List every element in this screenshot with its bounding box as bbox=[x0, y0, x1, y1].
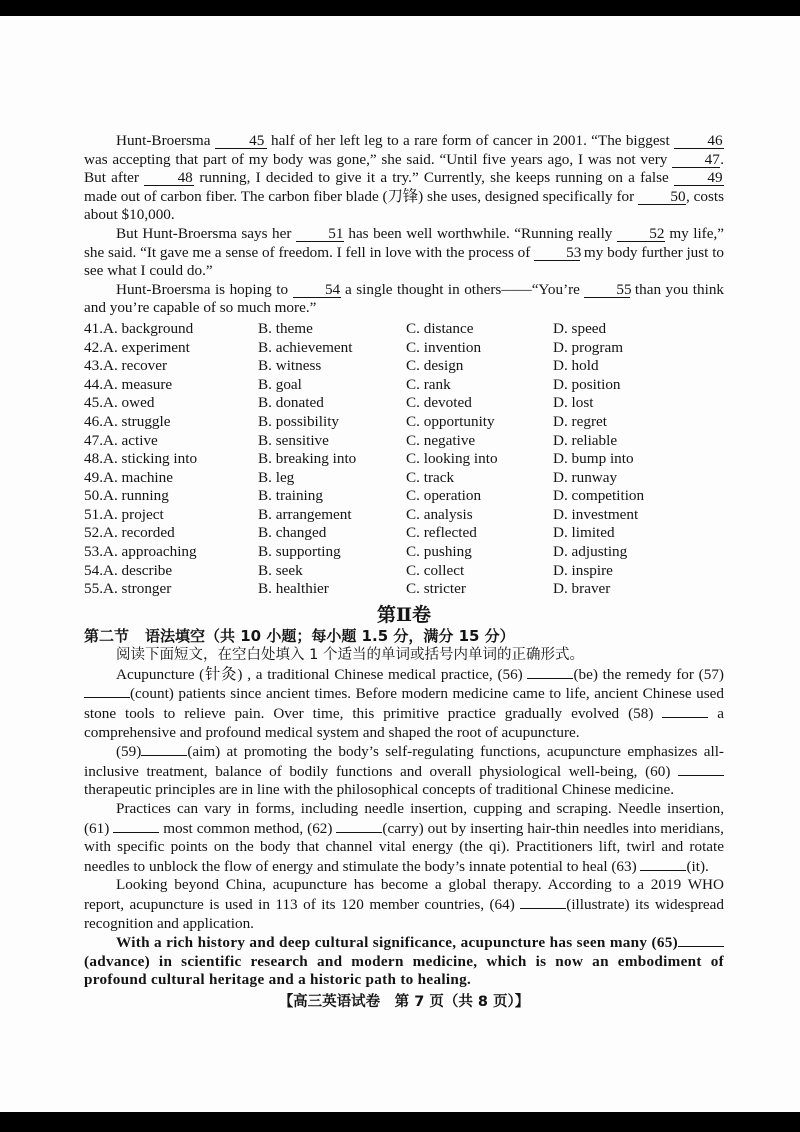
option-d: D. bump into bbox=[553, 450, 634, 468]
text: Acupuncture (针灸) , a traditional Chinese medical practice, (56) bbox=[116, 665, 528, 683]
option-row-46: 46.A. struggle B. possibility C. opportunity D. regret bbox=[84, 413, 724, 432]
blank-53: 53 bbox=[534, 245, 580, 261]
option-d: D. runway bbox=[553, 468, 618, 486]
option-b: B. seek bbox=[258, 561, 303, 579]
option-row-50: 50.A. running B. training C. operation D. competition bbox=[84, 487, 724, 506]
blank-64 bbox=[520, 895, 566, 909]
option-b: B. possibility bbox=[258, 412, 340, 430]
grammar-paragraph-5 bbox=[84, 933, 724, 990]
text: my life,” she said. “It gave me a sense of freedom. I fell in love with the process of bbox=[84, 224, 725, 261]
option-d: D. lost bbox=[553, 394, 594, 412]
top-black-bar bbox=[0, 0, 800, 16]
option-b: B. theme bbox=[258, 319, 313, 337]
option-row-48: 48.A. sticking into B. breaking into C. looking into D. bump into bbox=[84, 450, 724, 469]
text: Hunt-Broersma is hoping to bbox=[116, 280, 293, 298]
option-b: B. changed bbox=[258, 524, 327, 542]
blank-45: 45 bbox=[215, 133, 267, 149]
option-b: B. sensitive bbox=[258, 431, 329, 449]
text: was accepting that part of my body was gone,” she said. “Until five years ago, I was not very bbox=[84, 150, 673, 168]
text: (aim) at promoting the body’s self-regulating functions, acupuncture emphasizes all-inclusive treatment, balance of bodily functions and overall physiological well-being, (60) bbox=[84, 743, 724, 780]
option-a: A. stronger bbox=[102, 580, 172, 598]
option-a: A. sticking into bbox=[102, 450, 198, 468]
part-title: 第Ⅱ卷 bbox=[376, 603, 431, 626]
option-row-47: 47.A. active B. sensitive C. negative D. reliable bbox=[84, 432, 724, 451]
text: (59) bbox=[116, 743, 142, 761]
option-row-55: 55.A. stronger B. healthier C. stricter D. braver bbox=[84, 580, 724, 599]
blank-58 bbox=[662, 704, 708, 718]
text: has been well worthwhile. “Running really bbox=[343, 224, 617, 242]
grammar-passage bbox=[84, 665, 724, 990]
option-a: A. owed bbox=[102, 394, 155, 412]
text: my body further just to see what I could do.” bbox=[84, 243, 725, 280]
text: a single thought in others——“You’re bbox=[340, 280, 585, 298]
option-d: D. limited bbox=[553, 524, 615, 542]
option-b: B. goal bbox=[258, 375, 302, 393]
blank-59 bbox=[141, 742, 187, 756]
cloze-passage bbox=[84, 132, 724, 318]
blank-46: 46 bbox=[674, 133, 724, 149]
section-instruction: 阅读下面短文，在空白处填入 1 个适当的单词或括号内单词的正确形式。 bbox=[116, 646, 584, 663]
option-row-53: 53.A. approaching B. supporting C. pushing D. adjusting bbox=[84, 543, 724, 562]
option-d: D. speed bbox=[553, 319, 607, 337]
blank-63 bbox=[640, 857, 686, 871]
text: But Hunt-Broersma says her bbox=[116, 224, 296, 242]
option-b: B. witness bbox=[258, 357, 322, 375]
option-d: D. regret bbox=[553, 412, 607, 430]
text: half of her left leg to a rare form of cancer in 2001. “The biggest bbox=[266, 132, 674, 149]
exam-page bbox=[84, 132, 724, 1012]
bottom-black-bar bbox=[0, 1112, 800, 1132]
option-row-42: 42.A. experiment B. achievement C. invention D. program bbox=[84, 339, 724, 358]
text: (it). bbox=[686, 857, 709, 875]
text: . But after bbox=[84, 150, 724, 187]
option-a: A. approaching bbox=[102, 543, 197, 561]
grammar-paragraph-4 bbox=[84, 876, 724, 933]
option-a: A. project bbox=[102, 505, 164, 523]
blank-56 bbox=[527, 665, 573, 679]
text: therapeutic principles are in line with the philosophical concepts of traditional Chinese medicine. bbox=[84, 781, 675, 799]
option-a: A. recorded bbox=[102, 524, 175, 542]
option-d: D. adjusting bbox=[553, 543, 628, 561]
option-c: C. collect bbox=[406, 561, 465, 579]
cloze-paragraph-1 bbox=[84, 132, 724, 225]
text: made out of carbon fiber. The carbon fiber blade (刀锋) she uses, designed specifically for bbox=[84, 187, 638, 205]
grammar-paragraph-1 bbox=[84, 665, 724, 742]
option-c: C. pushing bbox=[406, 543, 472, 561]
blank-65 bbox=[678, 933, 724, 947]
option-row-45: 45.A. owed B. donated C. devoted D. lost bbox=[84, 394, 724, 413]
grammar-paragraph-2 bbox=[84, 742, 724, 800]
option-d: D. program bbox=[553, 338, 624, 356]
blank-57 bbox=[84, 684, 130, 698]
blank-61 bbox=[113, 819, 159, 833]
option-row-41: 41.A. background B. theme C. distance D. speed bbox=[84, 320, 724, 339]
option-d: D. competition bbox=[553, 487, 645, 505]
cloze-paragraph-3 bbox=[84, 281, 724, 318]
option-b: B. healthier bbox=[258, 580, 329, 598]
cloze-paragraph-2 bbox=[84, 225, 724, 281]
options-list bbox=[84, 320, 724, 599]
text: Looking beyond China, acupuncture has become a global therapy. According to a 2019 WHO report, acupuncture is used in 113 of its 120 member countries, (64) bbox=[84, 876, 724, 913]
option-c: C. design bbox=[406, 357, 464, 375]
text: (illustrate) its widespread recognition and application. bbox=[84, 895, 724, 932]
blank-52: 52 bbox=[617, 226, 665, 242]
text: (be) the remedy for (57) bbox=[573, 665, 724, 683]
text: running, I decided to give it a try.” Currently, she keeps running on a false bbox=[194, 169, 674, 187]
option-b: B. donated bbox=[258, 394, 324, 412]
option-c: C. devoted bbox=[406, 394, 472, 412]
option-c: C. opportunity bbox=[406, 412, 495, 430]
blank-49: 49 bbox=[674, 170, 724, 186]
option-c: C. looking into bbox=[406, 450, 498, 468]
option-a: A. experiment bbox=[102, 338, 190, 356]
blank-47: 47 bbox=[672, 152, 720, 168]
section-label: 第二节 bbox=[84, 626, 130, 645]
option-a: A. active bbox=[102, 431, 158, 449]
option-row-44: 44.A. measure B. goal C. rank D. position bbox=[84, 376, 724, 395]
option-c: C. reflected bbox=[406, 524, 477, 542]
text: (carry) out by inserting hair-thin needles into meridians, with specific points on the body that channel vital energy (the qi). Practitioners lift, twirl and rotate needles to unblock the flow of energy and stimulate the body’s innate potential to heal (63) bbox=[84, 819, 724, 875]
text: , costs about $10,000. bbox=[84, 187, 724, 224]
option-row-52: 52.A. recorded B. changed C. reflected D. limited bbox=[84, 524, 724, 543]
option-d: D. braver bbox=[553, 580, 611, 598]
option-d: D. inspire bbox=[553, 561, 613, 579]
blank-60 bbox=[678, 762, 724, 776]
option-b: B. achievement bbox=[258, 338, 353, 356]
option-c: C. distance bbox=[406, 319, 474, 337]
option-a: A. measure bbox=[102, 375, 173, 393]
option-c: C. rank bbox=[406, 375, 451, 393]
option-d: D. hold bbox=[553, 357, 599, 375]
option-d: D. reliable bbox=[553, 431, 618, 449]
option-a: A. machine bbox=[102, 468, 173, 486]
option-c: C. stricter bbox=[406, 580, 466, 598]
text: most common method, (62) bbox=[159, 819, 337, 837]
option-b: B. leg bbox=[258, 468, 295, 486]
option-b: B. training bbox=[258, 487, 323, 505]
text: a comprehensive and profound medical system and shaped the root of acupuncture. bbox=[84, 705, 724, 741]
option-a: A. recover bbox=[102, 357, 168, 375]
option-row-51: 51.A. project B. arrangement C. analysis D. investment bbox=[84, 506, 724, 525]
option-c: C. track bbox=[406, 468, 455, 486]
option-d: D. position bbox=[553, 375, 621, 393]
blank-54: 54 bbox=[293, 282, 341, 298]
option-row-54: 54.A. describe B. seek C. collect D. inspire bbox=[84, 562, 724, 581]
option-c: C. invention bbox=[406, 338, 482, 356]
option-c: C. negative bbox=[406, 431, 476, 449]
blank-55: 55 bbox=[584, 282, 630, 298]
text: (advance) in scientific research and modern medicine, which is now an embodiment of profound cultural heritage and a historic path to healing. bbox=[84, 952, 724, 989]
text: than you think and you’re capable of so much more.” bbox=[84, 280, 725, 317]
option-a: A. running bbox=[102, 487, 169, 505]
option-c: C. operation bbox=[406, 487, 482, 505]
option-row-49: 49.A. machine B. leg C. track D. runway bbox=[84, 469, 724, 488]
grammar-paragraph-3 bbox=[84, 800, 724, 876]
option-b: B. breaking into bbox=[258, 450, 357, 468]
option-d: D. investment bbox=[553, 505, 639, 523]
option-a: A. background bbox=[102, 319, 194, 337]
section-heading bbox=[84, 627, 724, 646]
blank-51: 51 bbox=[296, 226, 344, 242]
option-a: A. describe bbox=[102, 561, 173, 579]
blank-48: 48 bbox=[144, 170, 194, 186]
text: Hunt-Broersma bbox=[116, 132, 215, 149]
blank-50: 50 bbox=[638, 189, 686, 205]
option-row-43: 43.A. recover B. witness C. design D. hold bbox=[84, 357, 724, 376]
text: Practices can vary in forms, including needle insertion, cupping and scraping. Needle insertion, (61) bbox=[84, 800, 724, 837]
section-name: 语法填空（共 10 小题；每小题 1.5 分，满分 15 分） bbox=[145, 626, 515, 645]
text: (count) patients since ancient times. Before modern medicine came to life, ancient Chinese used stone tools to relieve pain. Over time, this primitive practice gradually evolved (58) bbox=[84, 685, 724, 723]
text: With a rich history and deep cultural significance, acupuncture has seen many (65) bbox=[116, 934, 678, 952]
option-c: C. analysis bbox=[406, 505, 473, 523]
page-footer: 【高三英语试卷 第 7 页（共 8 页）】 bbox=[278, 993, 530, 1010]
blank-62 bbox=[336, 819, 382, 833]
option-a: A. struggle bbox=[102, 412, 171, 430]
option-b: B. supporting bbox=[258, 543, 341, 561]
option-b: B. arrangement bbox=[258, 505, 352, 523]
